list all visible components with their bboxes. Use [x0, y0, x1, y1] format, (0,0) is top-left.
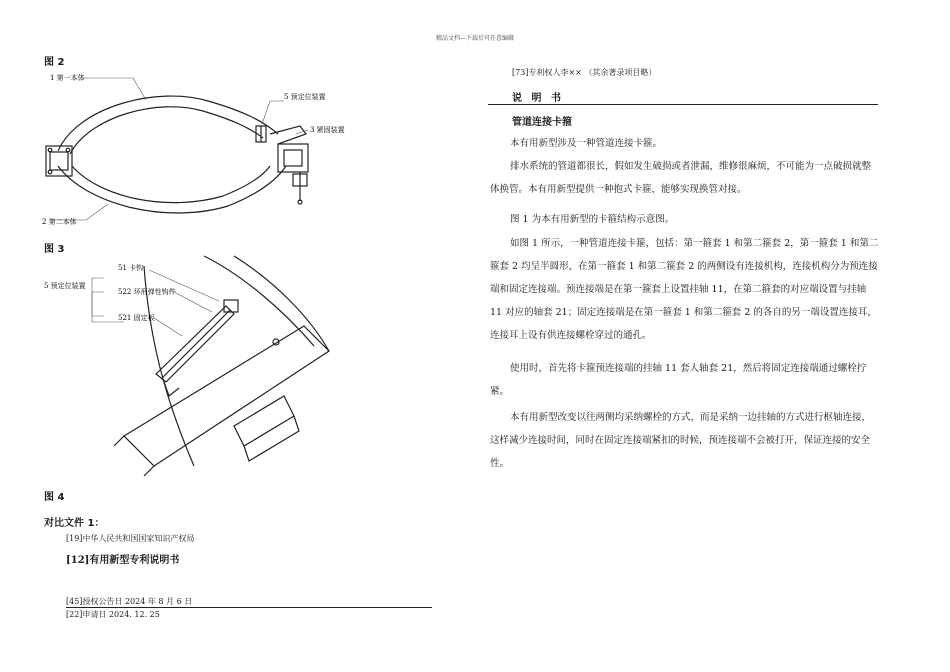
fig2-label-first-body: 1 第一本体	[50, 74, 85, 82]
paragraph-5: 使用时，首先将卡箍预连接端的挂轴 11 套人轴套 21，然后将固定连接端通过螺栓拧紧。	[490, 363, 867, 397]
figure-2-clamp-drawing	[38, 66, 345, 231]
paragraph-2: 排水系统的管道都很长，假如发生破损或者泄漏，维修很麻烦，不可能为一点破损就整体换管。本有用新型提供一种抱式卡箍，能够实现换管对接。	[490, 161, 872, 195]
patentee-line: [73]专利权人李×× （其余著录项目略）	[512, 68, 657, 77]
ipo-line: [19]中华人民共和国国家知识产权局	[66, 534, 195, 543]
figure-4-label: 图 4	[44, 492, 65, 503]
document-title: 管道连接卡箍	[512, 117, 572, 128]
comparison-doc-title: 对比文件 1：	[44, 518, 105, 529]
right-divider	[488, 104, 878, 105]
paragraph-3: 图 1 为本有用新型的卡箍结构示意图。	[510, 214, 675, 225]
fig2-label-second-body: 2 第二本体	[42, 218, 77, 226]
fig2-label-fastening: 3 紧固装置	[310, 126, 345, 134]
patent-spec-title: [12]有用新型专利说明书	[66, 555, 180, 566]
figure-3-detail-drawing	[44, 256, 334, 476]
application-date: [22]申请日 2024. 12. 25	[66, 610, 160, 619]
fig2-label-prepositioning: 5 预定位装置	[284, 93, 326, 101]
page-header: 精品文档---下载后可任意编辑	[435, 35, 515, 42]
section-title: 说 明 书	[512, 93, 561, 104]
left-divider	[66, 607, 432, 608]
publication-date: [45]授权公告日 2024 年 8 月 6 日	[66, 597, 193, 606]
figure-2-label: 图 2	[44, 57, 65, 68]
fig3-label-fixing-plate: 521 固定板	[118, 314, 155, 322]
fig3-label-hook: 51 卡钩	[118, 264, 144, 272]
figure-3-label: 图 3	[44, 244, 65, 255]
fig3-label-prepositioning: 5 预定位装置	[44, 282, 86, 290]
paragraph-6: 本有用新型改变以往两侧均采纳螺栓的方式，而是采纳一边挂轴的方式进行枢轴连接，这样减少连接时间，同时在固定连接端紧扣的时候，预连接端不会被打开，保证连接的安全性。	[490, 412, 872, 469]
paragraph-4: 如图 1 所示，一种管道连接卡箍，包括：第一箍套 1 和第二箍套 2，第一箍套 1 和第二箍套 2 均呈半圆形，在第一箍套 1 和第二箍套 2 的两侧设有连接机构，连接机构分为预连接端和固定连接端。预连接端是在第一箍套上设置挂轴 11，在第二箍套的对应端设置与挂轴 11 对应的轴套 21；固定连接端是在第一箍套 1 和第二箍套 2 的各自的另一端设置连接耳，连接耳上设有供连接螺栓穿过的通孔。	[490, 238, 879, 341]
fig3-label-elastic-hook: 522 环形弹性钩件	[118, 288, 176, 296]
paragraph-1: 本有用新型涉及一种管道连接卡箍。	[510, 138, 663, 149]
